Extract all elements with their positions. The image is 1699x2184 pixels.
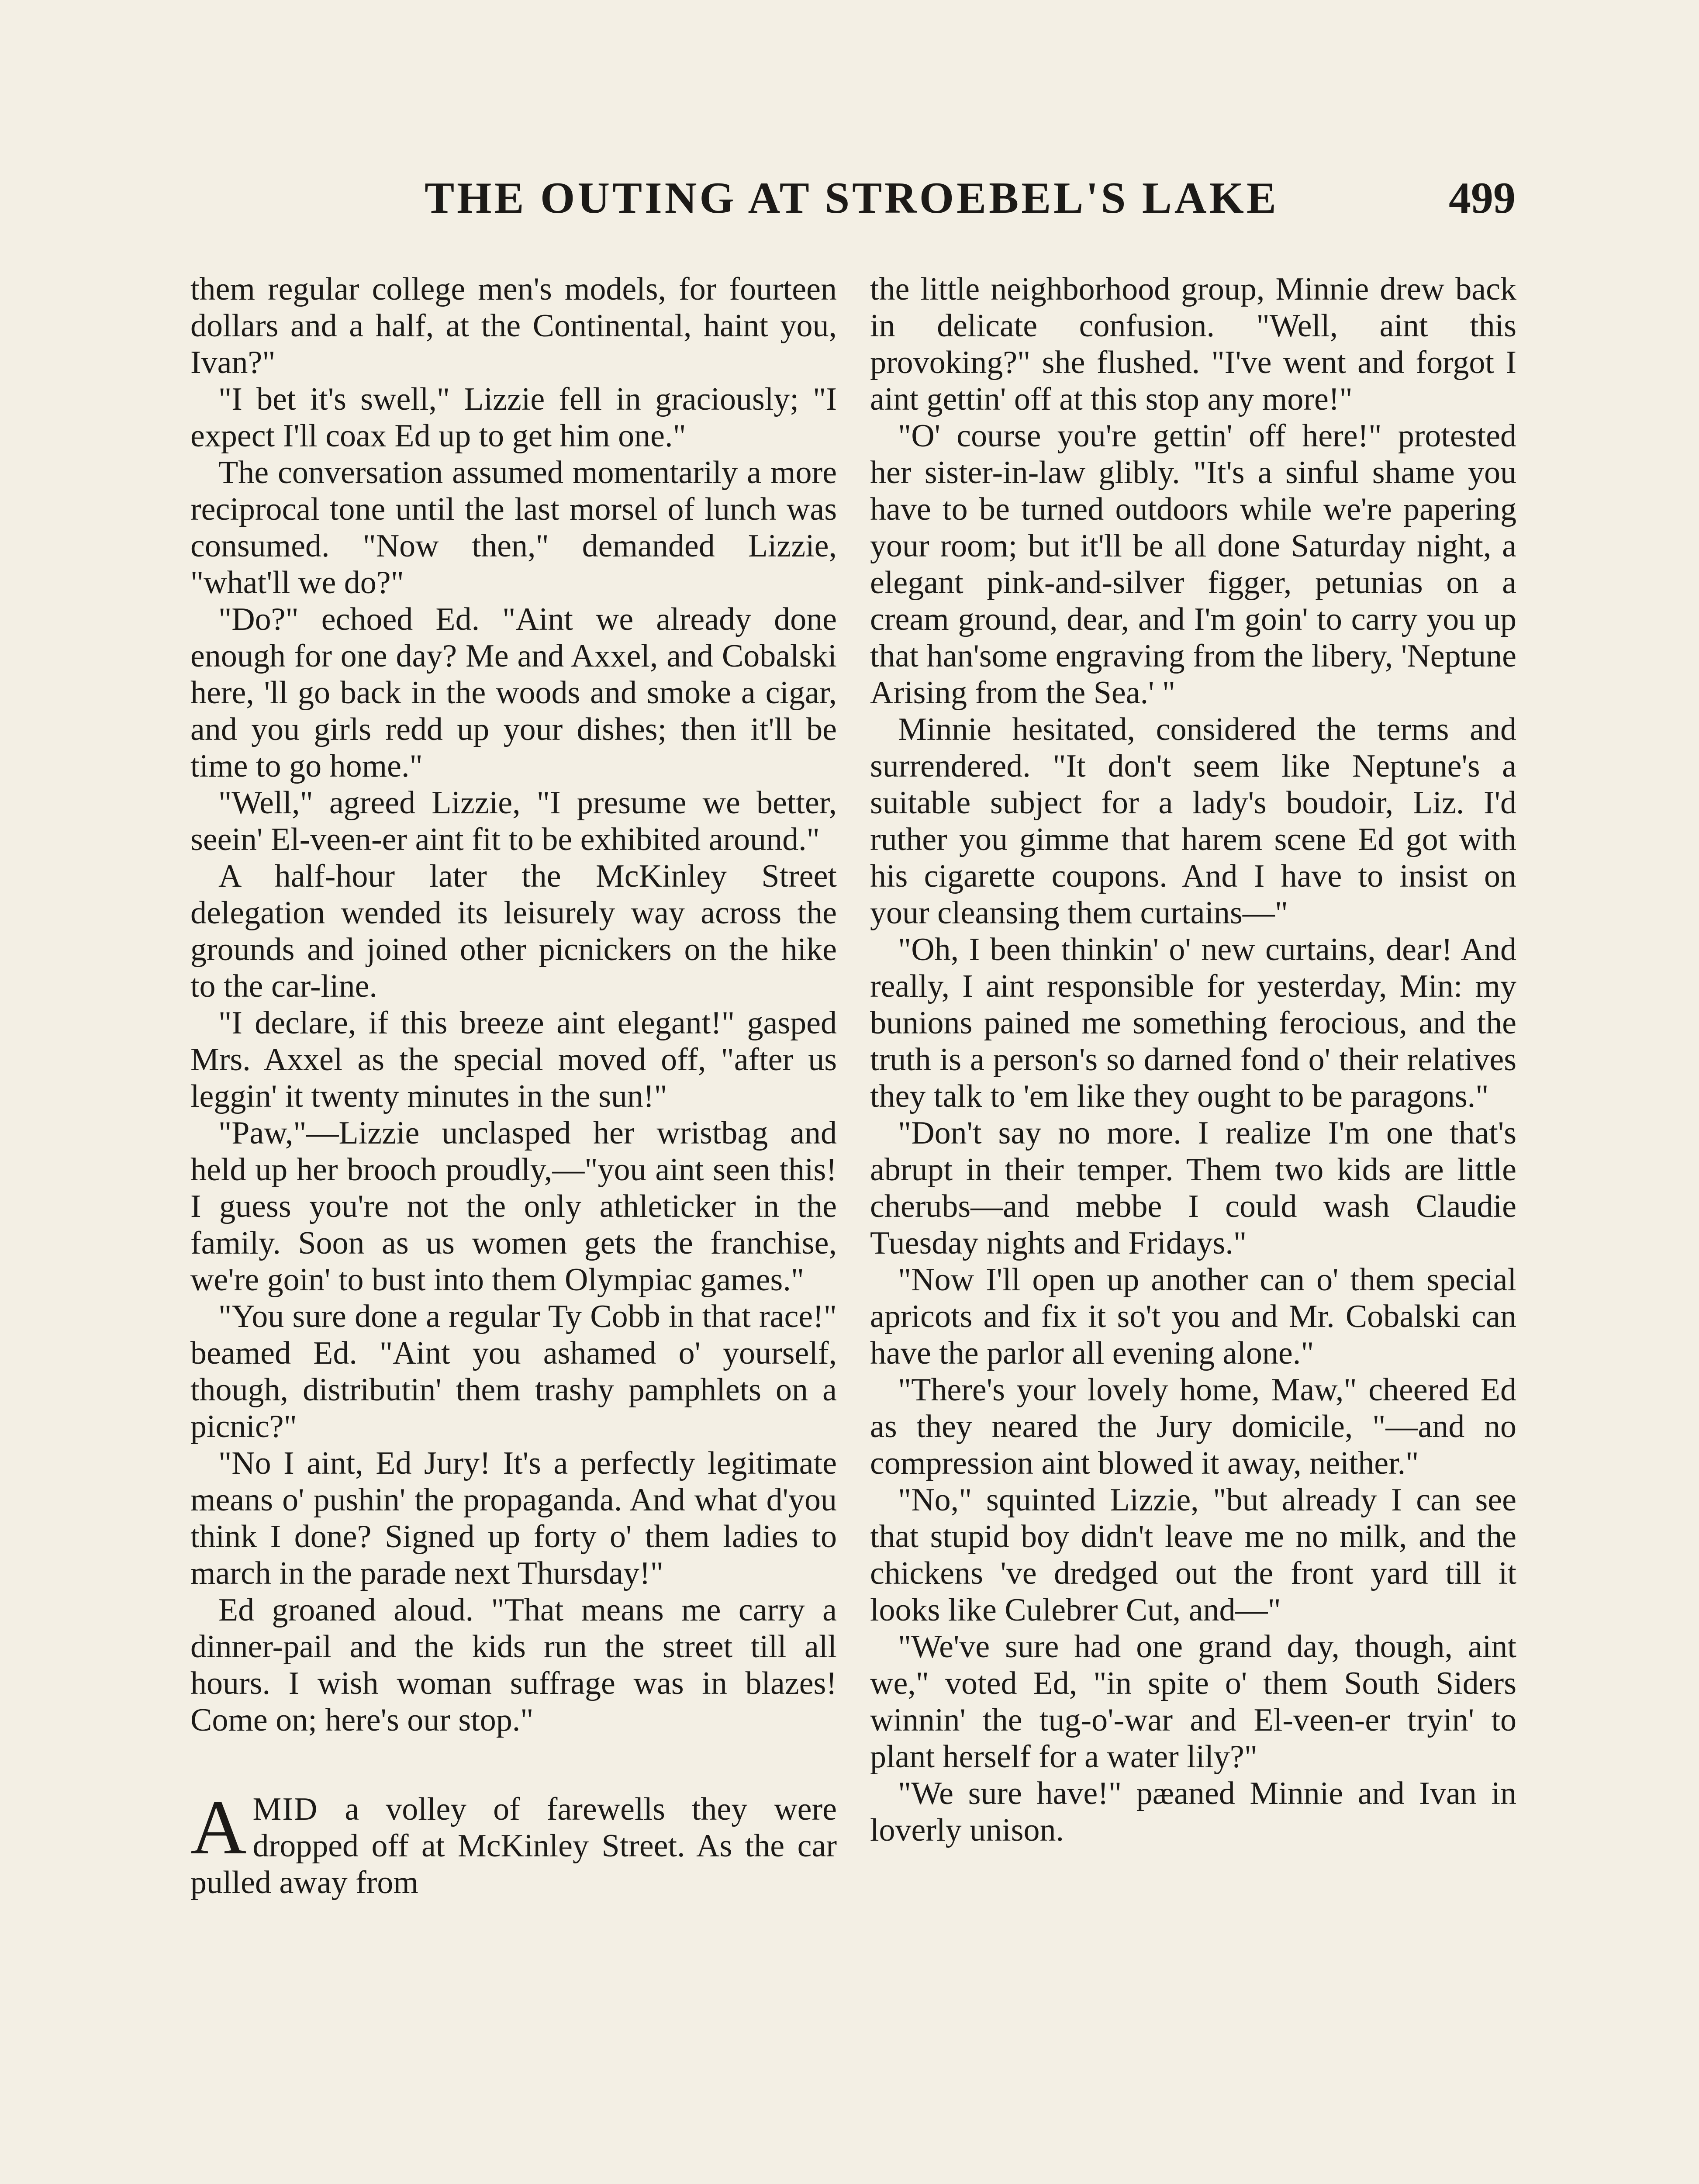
- paragraph: the little neighborhood group, Minnie drew back in delicate confusion. "Well, aint this provoking?" she flushed. "I've went and forgot I aint gettin' off at this stop any more!": [870, 271, 1516, 417]
- paragraph: "Do?" echoed Ed. "Aint we already done enough for one day? Me and Axxel, and Cobalski here, 'll go back in the woods and smoke a cigar, and you girls redd up your dishes; then it'll be time to go home.": [190, 601, 837, 784]
- page-number: 499: [1449, 173, 1516, 223]
- paragraph: Minnie hesitated, considered the terms and surrendered. "It don't seem like Neptune's a suitable subject for a lady's boudoir, Liz. I'd ruther you gimme that harem scene Ed got with his cigarette coupons. And I have to insist on your cleansing them curtains—": [870, 712, 1516, 931]
- paragraph: them regular college men's models, for fourteen dollars and a half, at the Continental, haint you, Ivan?": [190, 271, 837, 380]
- paragraph: "No," squinted Lizzie, "but already I can see that stupid boy didn't leave me no milk, and the chickens 've dredged out the front yard till it looks like Culebrer Cut, and—": [870, 1482, 1516, 1628]
- drop-cap: A: [190, 1784, 247, 1870]
- paragraph: "There's your lovely home, Maw," cheered Ed as they neared the Jury domicile, "—and no compression aint blowed it away, neither.": [870, 1372, 1516, 1481]
- right-column: [870, 271, 1516, 1849]
- paragraph: Ed groaned aloud. "That means me carry a dinner-pail and the kids run the street till all hours. I wish woman suffrage was in blazes! Come on; here's our stop.": [190, 1592, 837, 1738]
- paragraph: "Now I'll open up another can o' them special apricots and fix it so't you and Mr. Cobalski can have the parlor all evening alone.": [870, 1262, 1516, 1371]
- paragraph: "I declare, if this breeze aint elegant!" gasped Mrs. Axxel as the special moved off, "after us leggin' it twenty minutes in the sun!": [190, 1005, 837, 1114]
- paragraph: "Oh, I been thinkin' o' new curtains, dear! And really, I aint responsible for yesterday, Min: my bunions pained me something ferocious, and the truth is a person's so darned fond o' their relatives they talk to 'em like they ought to be paragons.": [870, 932, 1516, 1114]
- paragraph: "You sure done a regular Ty Cobb in that race!" beamed Ed. "Aint you ashamed o' yourself, though, distributin' them trashy pamphlets on a picnic?": [190, 1299, 837, 1444]
- paragraph: "I bet it's swell," Lizzie fell in graciously; "I expect I'll coax Ed up to get him one.": [190, 381, 837, 454]
- paragraph: "Well," agreed Lizzie, "I presume we better, seein' El-veen-er aint fit to be exhibited around.": [190, 785, 837, 857]
- paragraph: "Don't say no more. I realize I'm one that's abrupt in their temper. Them two kids are little cherubs—and mebbe I could wash Claudie Tuesday nights and Fridays.": [870, 1115, 1516, 1261]
- paragraph: "We've sure had one grand day, though, aint we," voted Ed, "in spite o' them South Siders winnin' the tug-o'-war and El-veen-er tryin' to plant herself for a water lily?": [870, 1629, 1516, 1775]
- paragraph: "No I aint, Ed Jury! It's a perfectly legitimate means o' pushin' the propaganda. And what d'you think I done? Signed up forty o' them ladies to march in the parade next Thursday!": [190, 1445, 837, 1591]
- small-caps-lead: MID: [252, 1791, 318, 1827]
- left-column: [190, 271, 837, 1901]
- paragraph: "We sure have!" pæaned Minnie and Ivan in loverly unison.: [870, 1776, 1516, 1848]
- paragraph: The conversation assumed momentarily a more reciprocal tone until the last morsel of lunch was consumed. "Now then," demanded Lizzie, "what'll we do?": [190, 455, 837, 601]
- paragraph-text: a volley of farewells they were dropped off at McKinley Street. As the car pulled away from: [190, 1791, 837, 1901]
- section-opening-paragraph: [190, 1784, 837, 1901]
- paragraph: A half-hour later the McKinley Street delegation wended its leisurely way across the grounds and joined other picnickers on the hike to the car-line.: [190, 858, 837, 1004]
- running-head: [188, 173, 1516, 238]
- page-title: THE OUTING AT STROEBEL'S LAKE: [425, 173, 1279, 223]
- paragraph: "Paw,"—Lizzie unclasped her wristbag and held up her brooch proudly,—"you aint seen this! I guess you're not the only athleticker in the family. Soon as us women gets the franchise, we're goin' to bust into them Olympiac games.": [190, 1115, 837, 1298]
- paragraph: "O' course you're gettin' off here!" protested her sister-in-law glibly. "It's a sinful shame you have to be turned outdoors while we're papering your room; but it'll be all done Saturday night, a elegant pink-and-silver figger, petunias on a cream ground, dear, and I'm goin' to carry you up that han'some engraving from the libery, 'Neptune Arising from the Sea.' ": [870, 418, 1516, 711]
